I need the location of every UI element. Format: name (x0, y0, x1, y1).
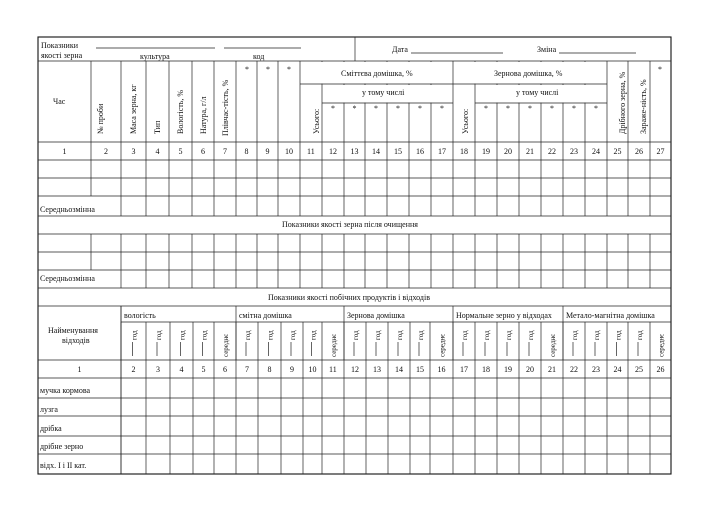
waste-sub-god: год (352, 330, 360, 340)
waste-col-number: 10 (308, 365, 317, 374)
waste-sub-avg: середнє (657, 333, 666, 357)
grain-col-number: 22 (548, 147, 556, 156)
shift-avg-2: Середньозмінна (40, 274, 95, 283)
subcol-asterisk: * (396, 104, 400, 113)
waste-col-number: 2 (131, 365, 136, 374)
waste-sub-god: год (527, 330, 535, 340)
asterisk-27: * (658, 65, 662, 74)
waste-sub-god: год (636, 330, 644, 340)
waste-col-number: 20 (526, 365, 534, 374)
waste-col-number: 23 (592, 365, 600, 374)
col-glassiness: Плівчас-тість, % (221, 79, 230, 136)
grain-col-number: 7 (223, 147, 227, 156)
waste-col-number: 13 (373, 365, 381, 374)
waste-group-header: Зернова домішка (347, 311, 405, 320)
byproducts-title: Показники якості побічних продуктів і відходів (268, 293, 430, 302)
waste-col-number: 3 (156, 365, 160, 374)
waste-sub-god: год (593, 330, 601, 340)
waste-sub-god: год (374, 330, 382, 340)
waste-sub-god: год (309, 330, 318, 340)
grain-col-number: 8 (244, 147, 249, 156)
waste-col-number: 4 (179, 365, 184, 374)
waste-name-header-1: Найменування (48, 326, 98, 335)
waste-sub-god: год (483, 330, 491, 340)
grain-col-number: 3 (131, 147, 136, 156)
waste-col-number: 18 (482, 365, 490, 374)
asterisk-10: * (287, 65, 291, 74)
waste-col-number: 19 (504, 365, 512, 374)
shift-avg-1: Середньозмінна (40, 205, 95, 214)
waste-col-number: 6 (223, 365, 227, 374)
waste-col-number: 25 (635, 365, 643, 374)
grain-col-number: 21 (526, 147, 534, 156)
grain-col-number: 18 (460, 147, 468, 156)
waste-sub-god: год (505, 330, 513, 340)
waste-sub-avg: середнє (222, 333, 230, 357)
grain-col-number: 20 (504, 147, 512, 156)
subcol-asterisk: * (550, 104, 554, 113)
waste-col-number: 17 (460, 365, 468, 374)
weed-including: у тому числі (362, 88, 405, 97)
waste-row-label: лузга (40, 405, 58, 414)
waste-sub-god: год (130, 330, 139, 340)
waste-group-header: Метало-магнітна домішка (566, 311, 655, 320)
waste-sub-god: год (571, 330, 579, 340)
waste-group-header: вологість (124, 311, 156, 320)
subcol-asterisk: * (506, 104, 510, 113)
subcol-asterisk: * (572, 104, 576, 113)
grain-col-number: 25 (613, 147, 622, 156)
grain-col-number: 6 (201, 147, 205, 156)
grain-col-number: 26 (635, 147, 643, 156)
waste-col-number: 5 (201, 365, 206, 374)
subcol-asterisk: * (331, 104, 335, 113)
asterisk-8: * (245, 65, 249, 74)
col-nature: Натура, г/л (199, 96, 208, 134)
asterisk-9: * (266, 65, 270, 74)
subcol-asterisk: * (484, 104, 488, 113)
grain-col-number: 27 (656, 147, 665, 156)
code-label: код (253, 52, 265, 61)
waste-sub-avg: середнє (330, 333, 338, 357)
subcol-asterisk: * (374, 104, 378, 113)
waste-col-number: 21 (548, 365, 556, 374)
waste-sub-god: год (289, 330, 297, 340)
waste-sub-god: год (417, 330, 425, 340)
indicators-label-2: якості зерна (41, 51, 83, 60)
waste-col-number: 9 (290, 365, 294, 374)
col-mass: Маса зерна, кг (129, 84, 138, 134)
waste-row-label: відх. І і ІІ кат. (40, 461, 87, 470)
subcol-asterisk: * (528, 104, 532, 113)
waste-group-header: смітна домішка (239, 311, 292, 320)
grain-col-number: 12 (329, 147, 337, 156)
waste-group-header: Нормальне зерно у відходах (456, 311, 552, 320)
grain-col-number: 2 (104, 147, 108, 156)
weed-impurity-header: Сміттєва домішка, % (341, 69, 413, 78)
waste-name-header-2: відходів (62, 336, 90, 345)
waste-sub-god: год (155, 330, 163, 340)
waste-sub-god: год (614, 330, 623, 340)
grain-col-number: 9 (265, 147, 270, 156)
grain-col-number: 23 (570, 147, 578, 156)
waste-sub-god: год (244, 330, 252, 340)
waste-sub-god: год (266, 330, 275, 340)
waste-col-number: 22 (570, 365, 578, 374)
grain-col-number: 14 (372, 147, 380, 156)
col-type: Тип (153, 120, 162, 134)
grain-col-number: 17 (438, 147, 446, 156)
waste-col-number: 8 (267, 365, 272, 374)
grain-col-number: 16 (416, 147, 424, 156)
waste-sub-avg: середнє (438, 333, 447, 357)
after-cleaning-title: Показники якості зерна після очищення (282, 220, 418, 229)
waste-row-label: дрібне зерно (40, 442, 84, 451)
col-sample-no: № проби (96, 103, 105, 134)
waste-col-number: 14 (395, 365, 403, 374)
date-label: Дата (392, 45, 408, 54)
grain-including: у тому числі (516, 88, 559, 97)
subcol-asterisk: * (594, 104, 598, 113)
grain-col-number: 5 (178, 147, 183, 156)
waste-sub-god: год (396, 330, 404, 340)
waste-col-number: 24 (613, 365, 622, 374)
grain-col-number: 24 (592, 147, 600, 156)
waste-sub-avg: середнє (549, 333, 557, 357)
waste-col-number: 15 (416, 365, 424, 374)
waste-col-number: 12 (351, 365, 359, 374)
grain-col-number: 13 (350, 147, 359, 156)
grain-col-number: 19 (482, 147, 490, 156)
weed-total: Усього: (312, 108, 321, 134)
grain-col-number: 4 (155, 147, 160, 156)
waste-col-number: 26 (656, 365, 665, 374)
waste-col-number: 1 (77, 365, 82, 374)
waste-col-number: 16 (437, 365, 446, 374)
grain-col-number: 1 (62, 147, 67, 156)
culture-label: культура (140, 52, 170, 61)
waste-sub-god: год (178, 330, 187, 340)
subcol-asterisk: * (418, 104, 422, 113)
grain-total: Усього: (461, 108, 470, 134)
col-small-grain: Дрібного зерна, % (618, 71, 627, 134)
grain-col-number: 10 (285, 147, 293, 156)
shift-label: Зміна (537, 45, 557, 54)
waste-sub-god: год (461, 330, 469, 340)
col-moisture: Вологість, % (176, 89, 185, 134)
waste-sub-god: год (200, 330, 209, 340)
indicators-label-1: Показники (41, 41, 78, 50)
col-infestation: Заражe-ність, % (639, 79, 648, 134)
col-time: Час (53, 97, 66, 106)
waste-col-number: 11 (329, 365, 337, 374)
grain-col-number: 15 (394, 147, 402, 156)
waste-row-label: дрібка (40, 424, 62, 433)
subcol-asterisk: * (440, 104, 444, 113)
grain-impurity-header: Зернова домішка, % (494, 69, 563, 78)
waste-col-number: 7 (245, 365, 249, 374)
grain-col-number: 11 (307, 147, 315, 156)
subcol-asterisk: * (352, 104, 357, 113)
waste-row-label: мучка кормова (40, 386, 91, 395)
